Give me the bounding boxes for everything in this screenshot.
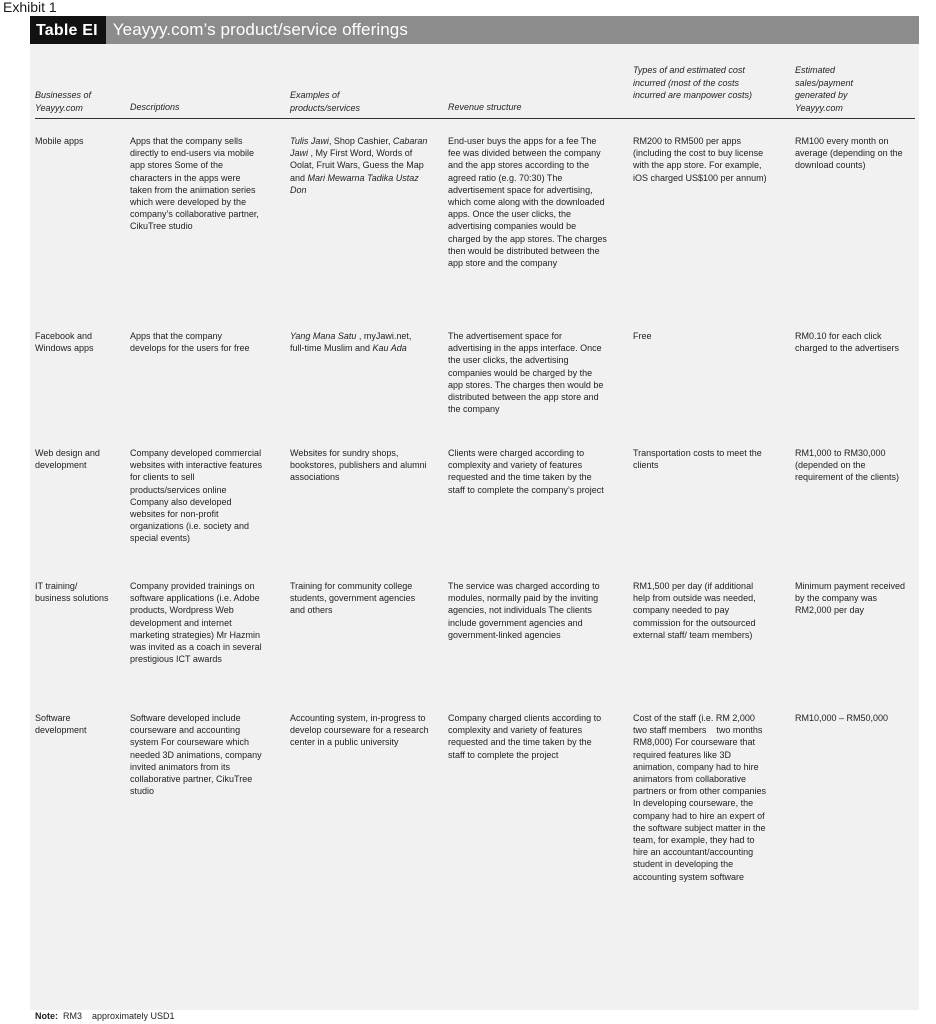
row-web-description: Company developed commercial websites with interactive features for clients to sell products/services online Company also developed websites for non-profit organizations (i.e. society and special events): [130, 448, 263, 544]
table-note: [35, 1010, 175, 1022]
row-training-revenue: The service was charged according to modules, normally paid by the inviting agencies, not individuals The clients include government agencies and government-linked agencies: [448, 581, 600, 640]
note-text: RM3 approximately USD1: [63, 1011, 175, 1021]
row-software-sales: RM10,000 – RM50,000: [795, 713, 889, 723]
exhibit-label: Exhibit 1: [3, 0, 57, 15]
row-training-cost: RM1,500 per day (if additional help from outside was needed, company needed to pay commission for the outsourced external staff/ team members): [633, 581, 756, 640]
example-text: , myJawi.net, full-time Muslim and: [290, 331, 412, 354]
row-web-examples: Websites for sundry shops, bookstores, publishers and alumni associations: [290, 448, 427, 483]
row-mobile-revenue: End-user buys the apps for a fee The fee was divided between the company and the app stores according to the agreed ratio (e.g. 70:30) The advertisement space for advertising, which come along with the downloaded apps. Once the user clicks, the advertising companies would be charged by the app stores. The charges then would be distributed between the app store and the company: [448, 136, 607, 269]
row-training-description: Company provided trainings on software applications (i.e. Adobe products, Wordpress Web development and internet marketing strategies) Mr Hazmin was invited as a coach in several prestigious ICT awards: [130, 581, 262, 665]
column-header-examples: Examples of products/services: [290, 90, 361, 113]
row-facebook-business: Facebook and Windows apps: [35, 331, 94, 354]
row-training-sales: Minimum payment received by the company was RM2,000 per day: [795, 581, 906, 616]
row-web-business: Web design and development: [35, 448, 100, 471]
row-facebook-revenue: The advertisement space for advertising in the apps interface. Once the user clicks, the advertising companies would be charged by the app stores. The charges then would be distributed between the app store and the company: [448, 331, 604, 415]
note-label: Note:: [35, 1011, 58, 1021]
row-software-description: Software developed include courseware and accounting system For courseware which needed 3D animations, company invited animators from its collaborative partner, CikuTree studio: [130, 713, 262, 797]
row-facebook-sales: RM0.10 for each click charged to the advertisers: [795, 331, 900, 354]
row-software-business: Software development: [35, 713, 87, 736]
row-software-cost: Cost of the staff (i.e. RM 2,000 two staff members two months RM8,000) For courseware that required features like 3D animation, company had to hire animators from collaborative partners or from other companies In developing courseware, the company had to hire an expert of the software subject matter in the team, for example, they had to hire an accountant/accounting student in developing the accounting system software: [633, 713, 769, 882]
row-facebook-cost: Free: [633, 331, 652, 341]
row-web-sales: RM1,000 to RM30,000 (depended on the requirement of the clients): [795, 448, 900, 483]
row-training-examples: Training for community college students, government agencies and others: [290, 581, 416, 616]
row-facebook-examples: [290, 330, 416, 354]
column-header-business: Businesses of Yeayyy.com: [35, 90, 92, 113]
column-header-cost: Types of and estimated cost incurred (most of the costs incurred are manpower costs): [633, 65, 753, 100]
example-title: Tulis Jawi: [290, 136, 329, 146]
example-title: Mari Mewarna Tadika Ustaz Don: [290, 172, 419, 195]
example-title: Yang Mana Satu: [290, 331, 357, 341]
table-title: Yeayyy.com’s product/service offerings: [112, 20, 408, 39]
example-title: Cabaran Jawi: [290, 136, 428, 159]
column-header-description: Descriptions: [130, 102, 180, 112]
example-title: Kau Ada: [372, 343, 407, 354]
row-facebook-description: Apps that the company develops for the users for free: [130, 331, 250, 354]
column-header-revenue: Revenue structure: [448, 102, 522, 112]
row-web-revenue: Clients were charged according to complexity and variety of features requested and the time taken by the staff to complete the company’s project: [448, 448, 604, 495]
column-header-sales: Estimated sales/payment generated by Yeayyy.com: [795, 65, 854, 113]
row-mobile-cost: RM200 to RM500 per apps (including the cost to buy license with the app store. For example, iOS charged US$100 per annum): [633, 136, 767, 183]
row-training-business: IT training/ business solutions: [35, 581, 109, 604]
row-software-revenue: Company charged clients according to complexity and variety of features requested and the time taken by the staff to complete the project: [448, 713, 602, 760]
row-mobile-examples: [290, 135, 430, 196]
table-tag: Table EI: [30, 16, 106, 44]
row-software-examples: Accounting system, in-progress to develop courseware for a research center in a public university: [290, 713, 429, 748]
row-web-cost: Transportation costs to meet the clients: [633, 448, 762, 471]
row-mobile-business: Mobile apps: [35, 136, 84, 146]
row-mobile-description: Apps that the company sells directly to end-users via mobile app stores Some of the characters in the apps were taken from the animation series which were developed by the company’s collaborative partner, CikuTree studio: [130, 136, 259, 232]
header-rule: [35, 118, 915, 119]
table-title-bar: [30, 16, 919, 44]
example-text: , My First Word, Words of Oolat, Fruit Wars, Guess the Map and: [290, 148, 424, 183]
example-text: , Shop Cashier,: [328, 136, 393, 146]
row-mobile-sales: RM100 every month on average (depending on the download counts): [795, 136, 903, 171]
